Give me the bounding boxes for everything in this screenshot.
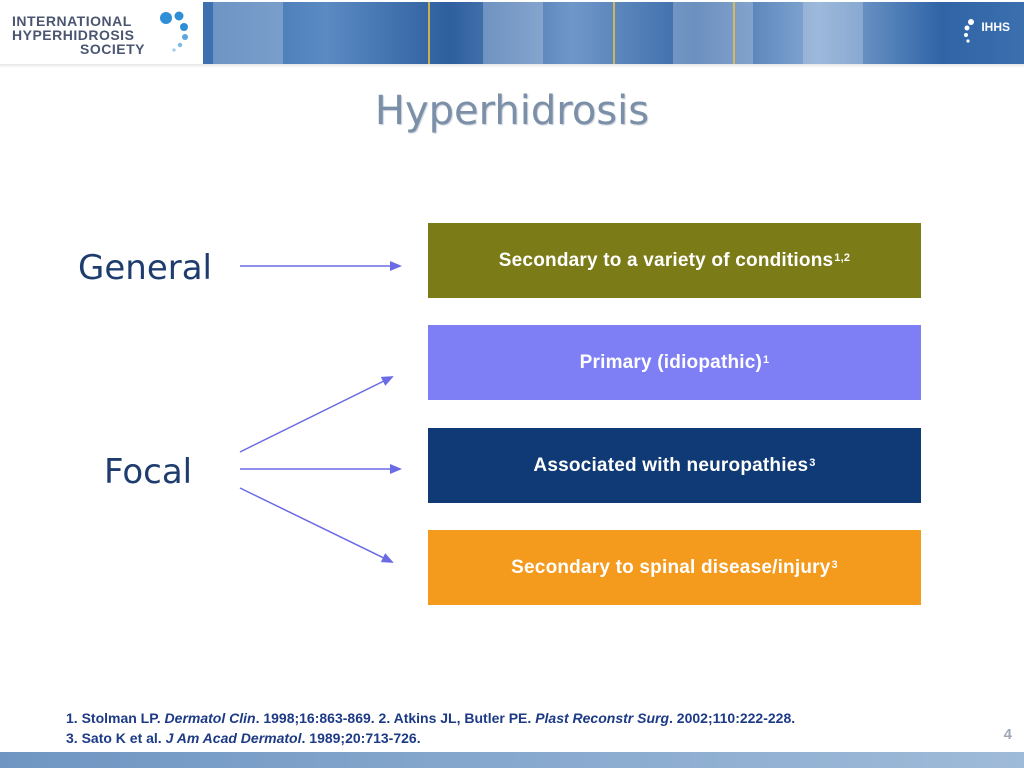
arrow-focal-spinal <box>240 488 392 562</box>
box-primary-idiopathic <box>428 325 921 400</box>
box-neuropathies <box>428 428 921 503</box>
footer-bar <box>0 752 1024 768</box>
box-secondary-conditions-sup: 1,2 <box>834 251 851 264</box>
ref3-authors: 3. Sato K et al. <box>66 730 166 746</box>
box-primary-idiopathic-text: Primary (idiopathic) <box>579 351 763 373</box>
ihhs-dots-icon <box>962 18 976 48</box>
box-secondary-conditions-text: Secondary to a variety of conditions <box>498 249 834 271</box>
arrow-focal-primary <box>240 377 392 452</box>
header <box>0 0 1024 66</box>
society-logo[interactable] <box>12 10 202 62</box>
ref1-details: . 1998;16:863-869. 2. Atkins JL, Butler PE. <box>255 710 536 726</box>
box-spinal-disease-sup: 3 <box>831 558 838 571</box>
box-primary-idiopathic-sup: 1 <box>763 353 770 366</box>
box-neuropathies-text: Associated with neuropathies <box>533 454 809 476</box>
logo-text-line1: INTERNATIONAL <box>12 13 132 29</box>
ref2-details: . 2002;110:222-228. <box>669 710 796 726</box>
reference-line-1 <box>66 708 795 728</box>
dots-logo-icon <box>152 10 202 56</box>
ref3-journal: J Am Acad Dermatol <box>165 730 302 746</box>
box-neuropathies-sup: 3 <box>809 456 816 469</box>
photo-banner <box>203 2 1024 64</box>
ref3-details: . 1989;20:713-726. <box>301 730 421 746</box>
ihhs-badge: IHHS <box>981 20 1010 34</box>
references <box>66 708 795 748</box>
page-number: 4 <box>1003 726 1012 743</box>
label-focal: Focal <box>104 452 193 492</box>
logo-text-line2: HYPERHIDROSIS <box>12 27 135 43</box>
ref1-authors: 1. Stolman LP. <box>66 710 165 726</box>
label-general: General <box>78 248 212 288</box>
reference-line-2 <box>66 728 795 748</box>
box-secondary-conditions <box>428 223 921 298</box>
box-spinal-disease <box>428 530 921 605</box>
slide-title: Hyperhidrosis <box>374 88 650 134</box>
header-divider <box>0 64 1024 68</box>
ref2-journal: Plast Reconstr Surg <box>535 710 670 726</box>
logo-text-line3: SOCIETY <box>80 41 145 57</box>
ref1-journal: Dermatol Clin <box>164 710 256 726</box>
box-spinal-disease-text: Secondary to spinal disease/injury <box>511 556 831 578</box>
